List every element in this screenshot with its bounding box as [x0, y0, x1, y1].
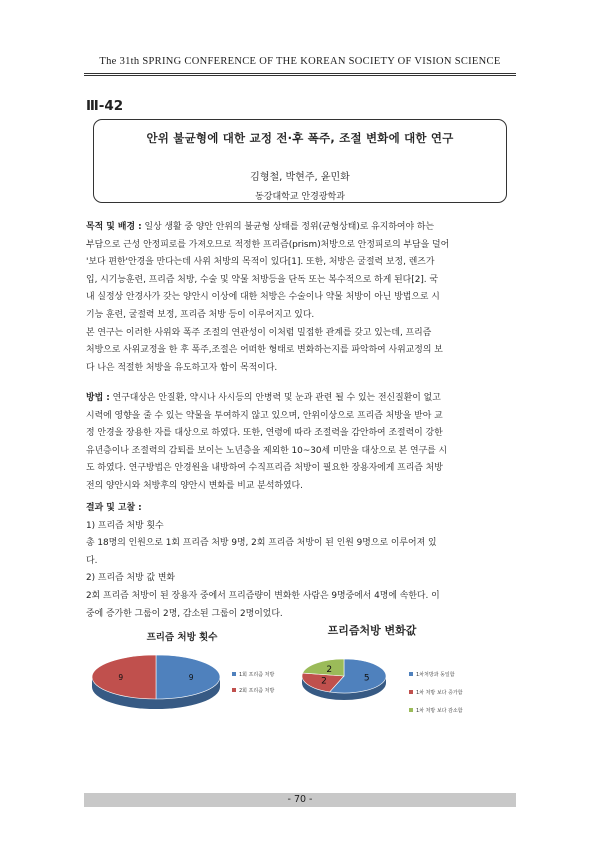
legend-entry: 1차처방과 동일함 — [416, 672, 455, 678]
pie-chart-prescription-count — [84, 622, 294, 752]
chart-svg — [294, 618, 524, 753]
method-section — [86, 390, 518, 496]
text-line: 2) 프리즘 처방 값 변화 — [86, 573, 175, 584]
authors: 김형철, 박현주, 윤민화 — [250, 172, 350, 183]
text-line: 기능 훈련, 굴절력 보정, 프리즘 처방 등이 이루어지고 있다. — [86, 309, 315, 320]
text-line: 총 18명의 인원으로 1회 프리즘 처방 9명, 2회 프리즘 처방이 된 인원 9명으로 이루어져 있 — [86, 538, 437, 549]
text-line: 처방으로 사위교정을 한 후 폭주,조절은 어떠한 형태로 변화하는지를 파악하여 사위교정의 보 — [86, 345, 443, 356]
text-line — [86, 390, 518, 408]
pie-chart-prescription-change — [294, 618, 524, 753]
text-line — [86, 219, 518, 237]
legend-swatch — [409, 690, 413, 694]
text-line: 연구대상은 안질환, 약시나 사시등의 안병력 및 눈과 관련 될 수 있는 전신질환이 없고 — [109, 393, 441, 403]
data-label: 9 — [188, 673, 194, 682]
text-line: 정 안경을 장용한 자를 대상으로 하였다. 또한, 연령에 따라 조절력을 감안하여 조절력이 강한 — [86, 428, 443, 439]
data-label: 5 — [363, 673, 370, 684]
text-line: 도 하였다. 연구방법은 안경원을 내방하여 수직프리즘 처방이 필요한 장용자에게 프리즘 처방 — [86, 463, 443, 474]
text-line: 전의 양안시와 처방후의 양안시 변화를 비교 분석하였다. — [86, 480, 303, 491]
text-line: 다 나은 적절한 처방을 유도하고자 함이 목적이다. — [86, 362, 278, 373]
title-box — [93, 119, 507, 203]
text-line: 부담으로 근성 안정피로를 가져오므로 적정한 프리즘(prism)처방으로 안정피로의 부담을 덜어 — [86, 239, 450, 250]
legend-swatch — [409, 672, 413, 676]
legend-entry: 1회 프리즘 처방 — [239, 672, 275, 678]
legend-swatch — [232, 688, 236, 692]
header-rule — [84, 73, 516, 74]
chart-svg — [84, 622, 294, 752]
text-line: 중에 증가한 그룹이 2명, 감소된 그룹이 2명이었다. — [86, 608, 283, 619]
pie-slice — [303, 659, 344, 676]
text-line: 일상 생활 중 양안 안위의 불균형 상태를 정위(균형상태)로 유지하여야 하는 — [141, 222, 435, 232]
objective-label: 목적 및 배경 : — [86, 222, 142, 232]
text-line: 내 실정상 안경사가 갖는 양안시 이상에 대한 처방은 수술이나 약물 처방이 아닌 방법으로 시 — [86, 292, 440, 303]
chart-title: 프리즘 처방 횟수 — [146, 632, 218, 643]
text-line: 유년층이나 조절력의 감퇴를 보이는 노년층을 제외한 10~30세 미만을 대상으로 본 연구를 시 — [86, 445, 448, 456]
text-line: 2회 프리즘 처방이 된 장용자 중에서 프리즘량이 변화한 사람은 9명중에서 4명에 속한다. 이 — [86, 590, 440, 601]
data-label: 9 — [118, 673, 124, 682]
text-line: 본 연구는 이러한 사위와 폭주 조절의 연관성이 이처럼 밀접한 관계를 갖고 있는데, 프리즘 — [86, 327, 432, 338]
text-line: '보다 편한'안경을 만다는데 사위 처방의 목적이 있다[1]. 또한, 처방은 굴절력 보정, 렌즈가 — [86, 257, 435, 268]
conference-header: The 31th SPRING CONFERENCE OF THE KOREAN SOCIETY OF VISION SCIENCE — [99, 56, 501, 67]
legend-entry: 2회 프리즘 처방 — [239, 688, 275, 694]
text-line: 다. — [86, 555, 98, 566]
legend-swatch — [409, 708, 413, 712]
legend-entry: 1차 처방 보다 증가함 — [416, 690, 463, 696]
legend-swatch — [232, 672, 236, 676]
page-number: - 70 - — [287, 794, 313, 805]
text-line: 1) 프리즘 처방 횟수 — [86, 520, 164, 531]
text-line: 시력에 영향을 줄 수 있는 약물을 투여하지 않고 있으며, 안위이상으로 프리즘 처방을 받아 교 — [86, 410, 443, 421]
text-line: 입, 시기능훈련, 프리즘 처방, 수술 및 약물 처방등을 단독 또는 복수적으로 하게 된다[2]. 국 — [86, 274, 439, 285]
header-rule — [84, 75, 516, 76]
data-label: 2 — [321, 676, 327, 687]
results-section — [86, 500, 518, 623]
data-label: 2 — [326, 664, 333, 675]
footer-bar — [84, 793, 516, 807]
method-label: 방법 : — [86, 393, 110, 403]
legend-entry: 1차 처방 보다 감소함 — [416, 708, 463, 714]
results-label: 결과 및 고찰 : — [86, 503, 142, 513]
chart-title: 프리즘처방 변화값 — [327, 624, 417, 637]
objective-section — [86, 219, 518, 377]
affiliation: 동강대학교 안경광학과 — [255, 192, 345, 202]
section-id: Ⅲ-42 — [86, 98, 124, 114]
paper-title: 안위 불균형에 대한 교정 전·후 폭주, 조절 변화에 대한 연구 — [146, 131, 454, 145]
